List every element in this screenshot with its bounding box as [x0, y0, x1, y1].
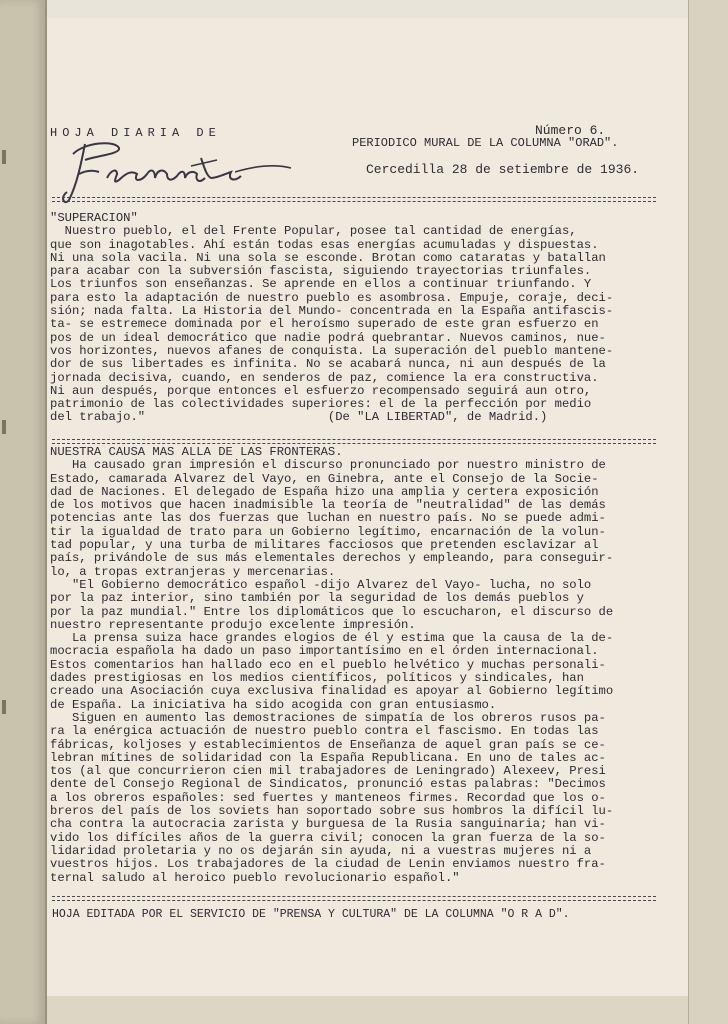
text-line: "SUPERACION"	[50, 211, 138, 225]
text-line: Ha causado gran impresión el discurso pronunciado por nuestro ministro de	[50, 458, 606, 473]
issue-number: Número 6.	[535, 123, 606, 138]
binding-rail	[0, 0, 47, 1024]
text-line: fábricas, koljoses y establecimientos de Enseñanza de aquel gran país se ce-	[50, 737, 606, 752]
text-line: tir la igualdad de trato para un Gobierno legítimo, encarnación de la volun-	[50, 524, 606, 539]
text-line: del trabajo." (De "LA LIBERTAD", de Madrid.)	[50, 410, 548, 425]
text-line: Estado, camarada Alvarez del Vayo, en Ginebra, ante el Consejo de la Socie-	[50, 471, 599, 486]
text-line: de los motivos que hacen inadmisible la teoría de "neutralidad" de las demás	[50, 498, 606, 513]
text-line: Ni aun después, porque entonces el esfuerzo recompensado seguirá aun otro,	[50, 383, 592, 398]
text-line: NUESTRA CAUSA MAS ALLA DE LAS FRONTERAS.	[50, 445, 343, 459]
text-line: mocracia española ha dado un paso importantísimo en el órden internacional.	[50, 644, 599, 659]
text-line: tos (al que concurrieron cien mil trabajadores de Leningrado) Alexeev, Presi	[50, 764, 606, 779]
text-line: lo, a tropas extranjeras y mercenarias.	[50, 564, 336, 579]
text-line: sión; nada falta. La Historia del Mundo- concentrada en la España antifascis-	[50, 304, 614, 319]
text-line: para esto la adaptación de nuestro pueblo es asombrosa. Empuje, coraje, deci-	[50, 290, 614, 305]
page-edge-bottom	[47, 996, 688, 1024]
text-line: jornada decisiva, cuando, en senderos de paz, comience la era constructiva.	[50, 370, 599, 385]
divider	[52, 439, 656, 444]
text-line: vuestros hijos. Los trabajadores de la ciudad de Lenin enviamos nuestro fra-	[50, 857, 606, 872]
footer-credit: HOJA EDITADA POR EL SERVICIO DE "PRENSA Y CULTURA" DE LA COLUMNA "O R A D".	[52, 908, 570, 921]
article-superacion	[50, 212, 660, 425]
text-line: ternal saludo al heroico pueblo revolucionario español."	[50, 870, 460, 885]
text-line: "El Gobierno democrático español -dijo Alvarez del Vayo- lucha, no solo	[50, 577, 592, 592]
divider	[52, 201, 656, 202]
divider	[52, 197, 656, 198]
text-line: Estos comentarios han hallado eco en el pueblo helvético y muchas personali-	[50, 657, 606, 672]
frente-masthead-signature	[55, 134, 295, 204]
text-line: a los obreros españoles: sed fuertes y manteneos firmes. Recordad que los o-	[50, 790, 606, 805]
newspaper-title: PERIODICO MURAL DE LA COLUMNA "ORAD".	[352, 136, 619, 150]
text-line: vido los difíciles años de la guerra civil; conocen la gran fuerza de la so-	[50, 830, 606, 845]
text-line: potencias ante las dos fuerzas que luchan en nuestro país. No se puede admi-	[50, 511, 606, 526]
text-line: por la paz interior, sino también por la seguridad de los demás pueblos y	[50, 591, 584, 606]
text-line: patrimonio de las colectividades superiores: el de la perfección por medio	[50, 397, 592, 412]
text-line: tad popular, y una turba de militares facciosos que pretenden esclavizar al	[50, 538, 599, 553]
text-line: dades prestigiosas en los medios científicos, políticos y sindicales, han	[50, 671, 584, 686]
text-line: dor de sus libertades es infinita. No se acabará nunca, ni aun después de la	[50, 357, 606, 372]
text-line: nuestro representante produjo excelente impresión.	[50, 617, 416, 632]
text-line: ra la enérgica actuación de nuestro pueblo contra el fascismo. En todas las	[50, 724, 599, 739]
text-line: lidaridad proletaria y no os dejarán sin ayuda, ni a vuestras mujeres ni a	[50, 843, 592, 858]
text-line: Ni una sola vacila. Ni una sola se esconde. Brotan como cataratas y batallan	[50, 250, 606, 265]
text-line: que son inagotables. Ahí están todas esas energías acumuladas y dispuestas.	[50, 237, 599, 252]
text-line: pos de un ideal democrático que nadie podrá quebrantar. Nuevos caminos, nue-	[50, 330, 606, 345]
text-line: creado una Asociación cuya exclusiva finalidad es apoyar al Gobierno legítimo	[50, 684, 614, 699]
text-line: Los triunfos son enseñanzas. Se aprende en ellos a continuar triunfando. Y	[50, 277, 592, 292]
text-line: dente del Consejo Regional de Sindicatos, pronunció estas palabras: "Decimos	[50, 777, 606, 792]
page-edge-right	[688, 0, 728, 1024]
text-line: por la paz mundial." Entre los diplomáticos que lo escucharon, el discurso de	[50, 604, 614, 619]
text-line: para acabar con la subversión fascista, siguiendo trayectorias triunfales.	[50, 264, 592, 279]
text-line: Nuestro pueblo, el del Frente Popular, posee tal cantidad de energías,	[50, 224, 577, 239]
divider	[52, 896, 656, 901]
text-line: breros del país de los soviets han soportado sobre sus hombros la difícil lu-	[50, 804, 614, 819]
text-line: vos horizontes, nuevos afanes de conquista. La superación del pueblo mantene-	[50, 343, 614, 358]
text-line: país, privándole de sus más elementales derechos y empleando, para conseguir-	[50, 551, 614, 566]
text-line: Siguen en aumento las demostraciones de simpatía de los obreros rusos pa-	[50, 710, 606, 725]
text-line: dad de Naciones. El delegado de España hizo una amplia y certera exposición	[50, 484, 599, 499]
text-line: ta- se estremece dominada por el heroísmo superado de este gran esfuerzo en	[50, 317, 599, 332]
text-line: lebran mítines de solidaridad con la España Republicana. En uno de tales ac-	[50, 750, 606, 765]
text-line: cha contra la autocracia zarista y burguesa de la Rusia sanguinaria; han vi-	[50, 817, 606, 832]
hoja-diaria-label: HOJA DIARIA DE	[50, 126, 221, 140]
article-nuestra-causa	[50, 446, 660, 885]
text-line: de España. La iniciativa ha sido acogida con gran entusiasmo.	[50, 697, 497, 712]
issue-date: Cercedilla 28 de setiembre de 1936.	[366, 162, 640, 177]
text-line: La prensa suiza hace grandes elogios de él y estima que la causa de la de-	[50, 631, 614, 646]
